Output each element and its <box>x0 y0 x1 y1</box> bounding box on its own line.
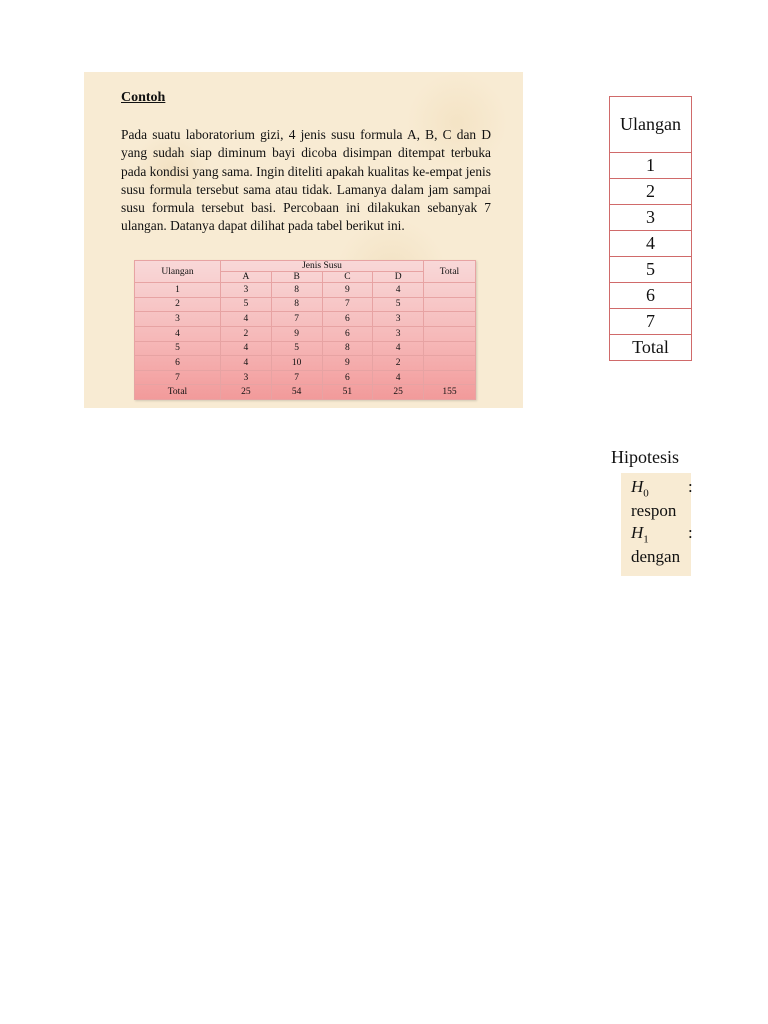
table-cell: 5 <box>271 341 322 356</box>
table-cell: 1 <box>135 283 221 298</box>
table-cell: 7 <box>322 297 373 312</box>
table-cell: 5 <box>221 297 272 312</box>
table-cell: 4 <box>221 341 272 356</box>
side-table-cell: 2 <box>610 179 692 205</box>
table-cell: 4 <box>373 341 424 356</box>
column-header: C <box>322 272 373 283</box>
header-total: Total <box>424 261 476 283</box>
table-cell: 3 <box>135 312 221 327</box>
header-ulangan: Ulangan <box>135 261 221 283</box>
table-cell: 25 <box>373 385 424 400</box>
side-table-cell: 7 <box>610 309 692 335</box>
hipotesis-title: Hipotesis <box>611 447 680 467</box>
table-cell: 7 <box>271 370 322 385</box>
table-cell: 51 <box>322 385 373 400</box>
table-row <box>135 326 476 341</box>
table-cell: 4 <box>135 326 221 341</box>
example-card <box>84 72 523 408</box>
table-row <box>135 385 476 400</box>
h0-text: respon <box>631 501 677 520</box>
table-cell <box>424 341 476 356</box>
side-table-header: Ulangan <box>610 97 692 153</box>
side-table-cell: 5 <box>610 257 692 283</box>
side-table-cell: 3 <box>610 205 692 231</box>
table-cell <box>424 283 476 298</box>
hypothesis-box <box>621 473 691 576</box>
table-cell: 4 <box>373 370 424 385</box>
table-cell: 6 <box>322 370 373 385</box>
table-cell <box>424 297 476 312</box>
side-table-cell: Total <box>610 335 692 361</box>
table-cell: 9 <box>322 356 373 371</box>
table-cell: 8 <box>271 297 322 312</box>
table-cell: 54 <box>271 385 322 400</box>
table-cell: 10 <box>271 356 322 371</box>
table-cell: 6 <box>322 326 373 341</box>
table-cell: 155 <box>424 385 476 400</box>
table-cell: 3 <box>221 370 272 385</box>
column-header: B <box>271 272 322 283</box>
header-jenis-susu: Jenis Susu <box>221 261 424 272</box>
column-header: A <box>221 272 272 283</box>
table-cell: 3 <box>373 312 424 327</box>
h0-subscript: 0 <box>643 487 649 500</box>
table-cell <box>424 312 476 327</box>
data-table <box>134 260 476 400</box>
h1-symbol: H <box>631 523 644 542</box>
table-cell: 2 <box>221 326 272 341</box>
table-cell <box>424 326 476 341</box>
table-cell: 9 <box>322 283 373 298</box>
example-paragraph: Pada suatu laboratorium gizi, 4 jenis susu formula A, B, C dan D yang sudah siap diminum bayi dicoba disimpan ditempat terbuka pada kondisi yang sama. Ingin diteliti apakah kualitas ke-empat jenis susu formula tersebut sama atau tidak. Lamanya dalam jam sampai susu formula tersebut basi. Percobaan ini dilakukan sebanyak 7 ulangan. Datanya dapat dilihat pada tabel berikut ini. <box>121 127 491 234</box>
h1-subscript: 1 <box>643 533 649 546</box>
side-table-cell: 1 <box>610 153 692 179</box>
table-cell: 3 <box>221 283 272 298</box>
table-cell: 25 <box>221 385 272 400</box>
table-cell: 4 <box>373 283 424 298</box>
h1-colon: : <box>688 523 693 542</box>
table-cell: 4 <box>221 312 272 327</box>
column-header: D <box>373 272 424 283</box>
table-cell: 8 <box>271 283 322 298</box>
table-cell: 5 <box>373 297 424 312</box>
table-row <box>135 283 476 298</box>
table-cell: 2 <box>373 356 424 371</box>
side-table <box>609 96 692 361</box>
table-cell <box>424 370 476 385</box>
h1-line <box>631 523 649 545</box>
table-row <box>135 297 476 312</box>
table-cell: 5 <box>135 341 221 356</box>
table-cell: 7 <box>271 312 322 327</box>
h0-colon: : <box>688 477 693 496</box>
h0-symbol: H <box>631 477 644 496</box>
table-cell: 6 <box>135 356 221 371</box>
table-row <box>135 370 476 385</box>
h1-text: dengan <box>631 547 681 566</box>
table-cell <box>424 356 476 371</box>
table-cell: 9 <box>271 326 322 341</box>
h0-line <box>631 477 649 499</box>
example-title: Contoh <box>121 90 166 105</box>
table-cell: 7 <box>135 370 221 385</box>
table-cell: 8 <box>322 341 373 356</box>
table-cell: 4 <box>221 356 272 371</box>
table-row <box>135 356 476 371</box>
table-cell: 3 <box>373 326 424 341</box>
table-row <box>135 341 476 356</box>
side-table-cell: 6 <box>610 283 692 309</box>
table-row <box>135 312 476 327</box>
side-table-cell: 4 <box>610 231 692 257</box>
table-cell: Total <box>135 385 221 400</box>
table-cell: 6 <box>322 312 373 327</box>
table-cell: 2 <box>135 297 221 312</box>
